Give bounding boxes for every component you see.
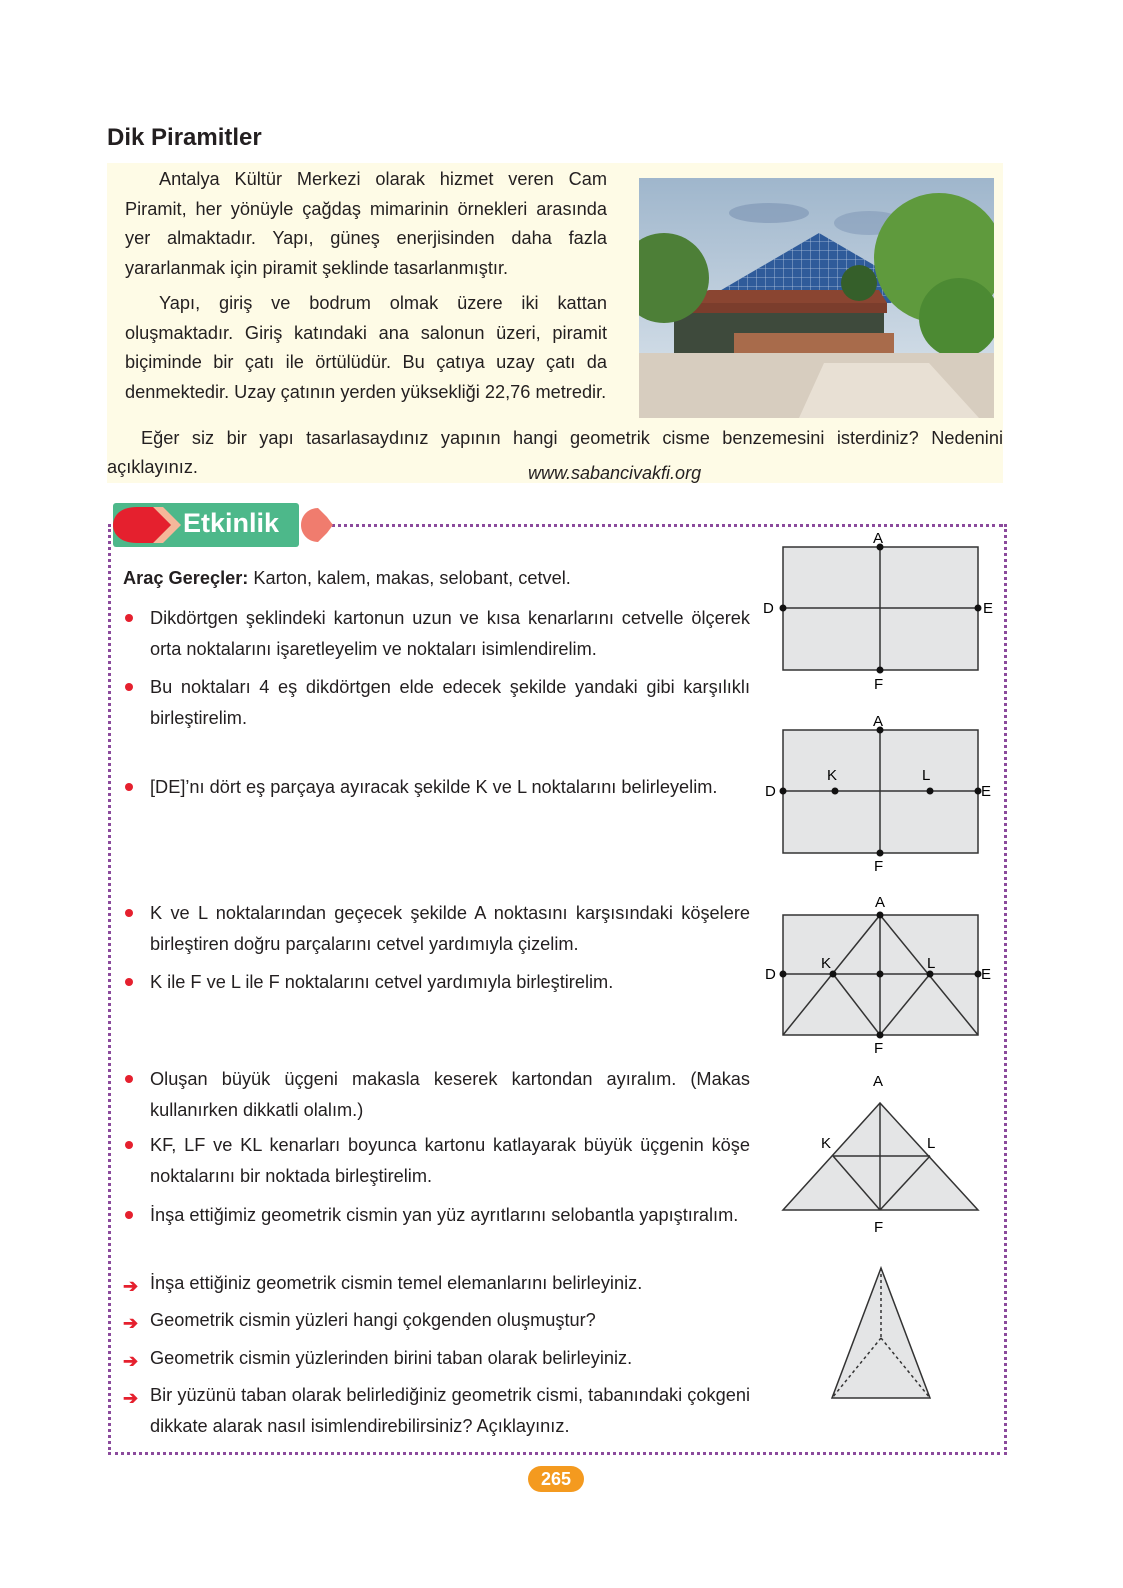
svg-text:A: A <box>873 713 884 730</box>
bullet-icon <box>125 614 133 622</box>
svg-text:D: D <box>763 600 774 617</box>
step-item <box>123 1130 750 1192</box>
step-text: İnşa ettiğimiz geometrik cismin yan yüz ayrıtlarını selobantla yapıştıralım. <box>150 1205 739 1225</box>
svg-text:L: L <box>927 955 936 972</box>
step-text: KF, LF ve KL kenarları boyunca kartonu katlayarak büyük üçgenin köşe noktalarını bir noktada birleştirelim. <box>150 1135 750 1186</box>
svg-text:K: K <box>821 955 832 972</box>
arrow-right-icon: ➔ <box>123 1351 139 1371</box>
question-item <box>123 1380 750 1442</box>
step-text: K ve L noktalarından geçecek şekilde A noktasını karşısındaki köşelere birleştiren doğru parçalarını cetvel yardımıyla çizelim. <box>150 903 750 954</box>
intro-paragraph-2: Yapı, giriş ve bodrum olmak üzere iki kattan oluşmaktadır. Giriş katındaki ana salonun üzeri, piramit biçiminde bir çatı ile örtülüdür. Bu çatıya uzay çatı da denmektedir. Uzay çatının yerden yüksekliği 22,76 metredir. <box>125 293 607 402</box>
source-link[interactable]: www.sabancivakfi.org <box>528 463 702 483</box>
svg-text:E: E <box>983 600 994 617</box>
svg-text:D: D <box>765 966 776 983</box>
arrow-right-icon: ➔ <box>123 1388 139 1408</box>
bullet-icon <box>125 783 133 791</box>
svg-text:F: F <box>874 1219 884 1236</box>
step-item <box>123 898 750 960</box>
figure-rectangle-k-l <box>755 710 1005 880</box>
question-text: Geometrik cismin yüzlerinden birini taban olarak belirleyiniz. <box>150 1348 633 1368</box>
svg-text:F: F <box>874 1040 884 1057</box>
svg-text:A: A <box>873 1073 884 1090</box>
cam-piramit-photo <box>639 178 994 418</box>
step-text: Dikdörtgen şeklindeki kartonun uzun ve kısa kenarlarını cetvelle ölçerek orta noktalarını işaretleyelim ve noktaları isimlendirelim. <box>150 608 750 659</box>
figure-triangle-net <box>755 1070 1005 1240</box>
question-item <box>123 1343 750 1374</box>
arrow-right-icon: ➔ <box>123 1276 139 1296</box>
step-text: Oluşan büyük üçgeni makasla keserek kartondan ayıralım. (Makas kullanırken dikkatli olalım.) <box>150 1069 750 1120</box>
svg-text:L: L <box>927 1135 936 1152</box>
tools-line <box>123 568 571 589</box>
tools-value: Karton, kalem, makas, selobant, cetvel. <box>248 568 571 588</box>
question-text: Geometrik cismin yüzleri hangi çokgenden oluşmuştur? <box>150 1310 596 1330</box>
svg-text:A: A <box>875 894 886 911</box>
question-text: Bir yüzünü taban olarak belirlediğiniz geometrik cismi, tabanındaki çokgeni dikkate alarak nasıl isimlendirebilirsiniz? Açıklayınız. <box>150 1385 750 1436</box>
bullet-icon <box>125 1141 133 1149</box>
svg-text:K: K <box>827 767 838 784</box>
step-item <box>123 967 750 998</box>
step-item <box>123 772 750 803</box>
question-item <box>123 1268 750 1299</box>
step-text: K ile F ve L ile F noktalarını cetvel yardımıyla birleştirelim. <box>150 972 614 992</box>
tools-label: Araç Gereçler: <box>123 568 249 588</box>
step-text: [DE]’nı dört eş parçaya ayıracak şekilde K ve L noktalarını belirleyelim. <box>150 777 718 797</box>
arrow-right-icon: ➔ <box>123 1313 139 1333</box>
step-item <box>123 1064 750 1126</box>
svg-text:D: D <box>765 783 776 800</box>
page-number: 265 <box>528 1466 584 1492</box>
figure-triangular-pyramid <box>825 1260 935 1400</box>
figure-rectangle-triangles <box>755 890 1005 1060</box>
bullet-icon <box>125 909 133 917</box>
svg-text:F: F <box>874 858 884 875</box>
intro-question: Eğer siz bir yapı tasarlasaydınız yapının hangi geometrik cisme benzemesini isterdiniz? Nedenini açıklayınız. <box>107 428 1003 477</box>
question-text: İnşa ettiğiniz geometrik cismin temel elemanlarını belirleyiniz. <box>150 1273 643 1293</box>
svg-text:L: L <box>922 767 931 784</box>
step-item <box>123 603 750 665</box>
intro-paragraph-1: Antalya Kültür Merkezi olarak hizmet veren Cam Piramit, her yönüyle çağdaş mimarinin örnekleri arasında yer almaktadır. Yapı, güneş enerjisinden daha fazla yararlanmak için piramit şeklinde tasarlanmıştır. <box>125 169 607 278</box>
svg-text:E: E <box>981 783 992 800</box>
svg-text:E: E <box>981 966 992 983</box>
bullet-icon <box>125 1211 133 1219</box>
bullet-icon <box>125 978 133 986</box>
svg-text:A: A <box>873 530 884 547</box>
svg-text:F: F <box>874 676 884 693</box>
step-item <box>123 1200 750 1231</box>
bullet-icon <box>125 683 133 691</box>
step-item <box>123 672 750 734</box>
question-item <box>123 1305 750 1336</box>
activity-badge-label: Etkinlik <box>183 508 280 538</box>
step-text: Bu noktaları 4 eş dikdörtgen elde edecek şekilde yandaki gibi karşılıklı birleştirelim. <box>150 677 750 728</box>
page-title: Dik Piramitler <box>107 124 262 151</box>
svg-text:K: K <box>821 1135 832 1152</box>
figure-rectangle-midpoints <box>755 525 1005 695</box>
intro-text <box>125 165 607 413</box>
bullet-icon <box>125 1075 133 1083</box>
